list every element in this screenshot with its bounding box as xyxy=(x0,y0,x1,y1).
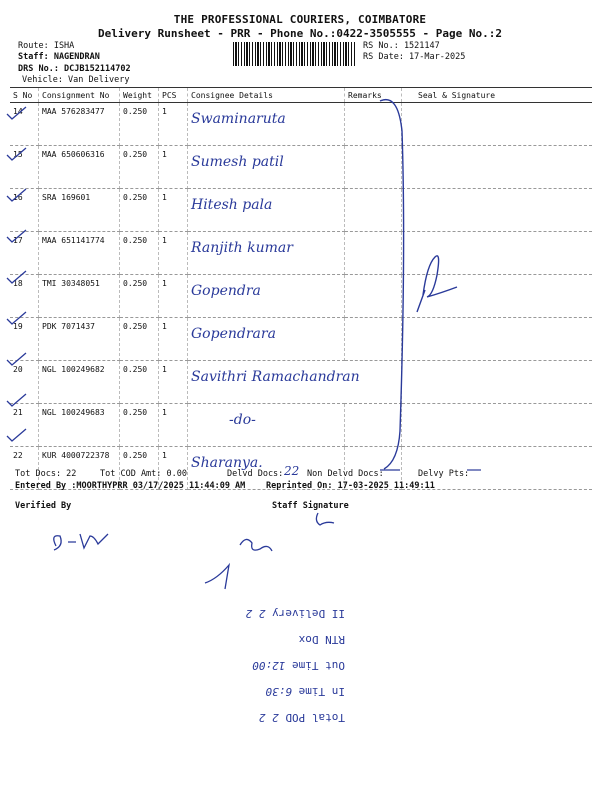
seal-cell xyxy=(402,275,593,318)
pcs-cell: 1 xyxy=(159,146,188,189)
weight-cell: 0.250 xyxy=(120,232,159,275)
weight-cell: 0.250 xyxy=(120,447,159,490)
table-row xyxy=(10,318,592,361)
consignee-cell xyxy=(188,103,345,146)
consignee-handwriting: Sharanya. xyxy=(191,455,263,471)
consignee-handwriting: Ranjith kumar xyxy=(191,240,293,256)
sno-cell: 21 xyxy=(10,404,39,447)
tot-docs: Tot Docs: 22 xyxy=(15,469,77,479)
consignee-handwriting: Swaminaruta xyxy=(191,111,286,127)
table-row xyxy=(10,404,592,447)
reprinted-on: Reprinted On: 17-03-2025 11:49:11 xyxy=(266,481,435,491)
consignee-cell xyxy=(188,404,345,447)
vehicle-label: Vehicle: Van Delivery xyxy=(22,75,130,85)
consignee-cell xyxy=(188,275,345,318)
non-delvd-docs: Non Delvd Docs: xyxy=(307,469,384,479)
consignee-handwriting: Gopendrara xyxy=(191,326,276,342)
sno-cell: 20 xyxy=(10,361,39,404)
remarks-cell xyxy=(345,232,402,275)
remarks-cell xyxy=(345,146,402,189)
drs-label: DRS No.: DCJB152114702 xyxy=(18,64,131,74)
consignment-cell: NGL 100249682 xyxy=(39,361,120,404)
staff-signature: Staff Signature xyxy=(272,501,349,511)
remarks-cell xyxy=(345,103,402,146)
pcs-cell: 1 xyxy=(159,103,188,146)
seal-cell xyxy=(402,103,593,146)
table-row xyxy=(10,189,592,232)
col-seal-signature: Seal & Signature xyxy=(402,88,593,103)
weight-cell: 0.250 xyxy=(120,146,159,189)
consignment-cell: MAA 651141774 xyxy=(39,232,120,275)
consignee-handwriting: Sumesh patil xyxy=(191,154,284,170)
delvy-pts: Delvy Pts: xyxy=(418,469,470,479)
consignee-handwriting: Gopendra xyxy=(191,283,261,299)
seal-cell xyxy=(402,189,593,232)
consignee-cell xyxy=(188,189,345,232)
rs-number: RS No.: 1521147 xyxy=(363,41,440,51)
consignment-cell: MAA 650606316 xyxy=(39,146,120,189)
tot-cod-amt: Tot COD Amt: 0.00 xyxy=(100,469,187,479)
sno-cell: 18 xyxy=(10,275,39,318)
barcode xyxy=(233,42,355,66)
table-header-row xyxy=(10,88,592,103)
rs-date: RS Date: 17-Mar-2025 xyxy=(363,52,466,62)
consignment-cell: MAA 576283477 xyxy=(39,103,120,146)
seal-cell xyxy=(402,232,593,275)
stamp-total-pod: Total POD 2 2 xyxy=(258,711,345,724)
staff-label: Staff: NAGENDRAN xyxy=(18,52,100,62)
stamp-in-time: In Time 6:30 xyxy=(265,685,345,698)
delvd-docs: Delvd Docs: xyxy=(227,469,284,479)
verified-by: Verified By xyxy=(15,501,72,511)
company-title: THE PROFESSIONAL COURIERS, COIMBATORE xyxy=(173,13,427,26)
consignee-cell xyxy=(188,361,402,404)
remarks-cell xyxy=(345,318,402,361)
col-sno: S No xyxy=(10,88,39,103)
consignee-cell xyxy=(188,146,345,189)
sno-cell: 16 xyxy=(10,189,39,232)
consignment-cell: KUR 4000722378 xyxy=(39,447,120,490)
stamp-out-time: Out Time 12:00 xyxy=(252,659,345,672)
pod-stamp xyxy=(225,530,355,730)
consignee-handwriting: Hitesh pala xyxy=(191,197,273,213)
consignee-handwriting: Savithri Ramachandran xyxy=(191,369,360,385)
pcs-cell: 1 xyxy=(159,189,188,232)
sno-cell: 14 xyxy=(10,103,39,146)
remarks-cell xyxy=(345,275,402,318)
seal-cell xyxy=(402,361,593,404)
pcs-cell: 1 xyxy=(159,404,188,447)
weight-cell: 0.250 xyxy=(120,189,159,232)
table-row xyxy=(10,146,592,189)
consignee-cell xyxy=(188,318,345,361)
seal-cell xyxy=(402,318,593,361)
table-row xyxy=(10,232,592,275)
route-label: Route: ISHA xyxy=(18,41,75,51)
stamp-rtn-dox: RTN Dox xyxy=(298,633,345,646)
weight-cell: 0.250 xyxy=(120,361,159,404)
consignment-cell: TMI 30348051 xyxy=(39,275,120,318)
consignee-cell xyxy=(188,232,345,275)
seal-cell xyxy=(402,404,593,447)
pcs-cell: 1 xyxy=(159,318,188,361)
consignment-cell: PDK 7071437 xyxy=(39,318,120,361)
delivery-table xyxy=(10,87,592,490)
sno-cell: 15 xyxy=(10,146,39,189)
entered-by: Entered By :MOORTHYPRR 03/17/2025 11:44:09 AM xyxy=(15,481,246,491)
table-row xyxy=(10,361,592,404)
verified-signature xyxy=(48,528,128,558)
sno-cell: 17 xyxy=(10,232,39,275)
remarks-cell xyxy=(345,404,402,447)
table-row xyxy=(10,275,592,318)
delvd-docs-handwritten: 22 xyxy=(284,464,300,478)
weight-cell: 0.250 xyxy=(120,404,159,447)
runsheet-subtitle: Delivery Runsheet - PRR - Phone No.:0422-3505555 - Page No.:2 xyxy=(98,27,502,40)
consignment-cell: SRA 169601 xyxy=(39,189,120,232)
weight-cell: 0.250 xyxy=(120,318,159,361)
pcs-cell: 1 xyxy=(159,275,188,318)
col-consignment: Consignment No xyxy=(39,88,120,103)
weight-cell: 0.250 xyxy=(120,103,159,146)
remarks-cell xyxy=(345,189,402,232)
table-row xyxy=(10,103,592,146)
col-consignee: Consignee Details xyxy=(188,88,345,103)
col-remarks: Remarks xyxy=(345,88,402,103)
seal-cell xyxy=(402,146,593,189)
consignment-cell: NGL 100249683 xyxy=(39,404,120,447)
stamp-ii-delivery: II Delivery 2 2 xyxy=(245,607,345,620)
staff-signature-scribble xyxy=(200,505,360,595)
weight-cell: 0.250 xyxy=(120,275,159,318)
sno-cell: 22 xyxy=(10,447,39,490)
col-pcs: PCS xyxy=(159,88,188,103)
pcs-cell: 1 xyxy=(159,447,188,490)
pcs-cell: 1 xyxy=(159,232,188,275)
pcs-cell: 1 xyxy=(159,361,188,404)
sno-cell: 19 xyxy=(10,318,39,361)
consignee-handwriting: -do- xyxy=(229,412,256,428)
col-weight: Weight xyxy=(120,88,159,103)
